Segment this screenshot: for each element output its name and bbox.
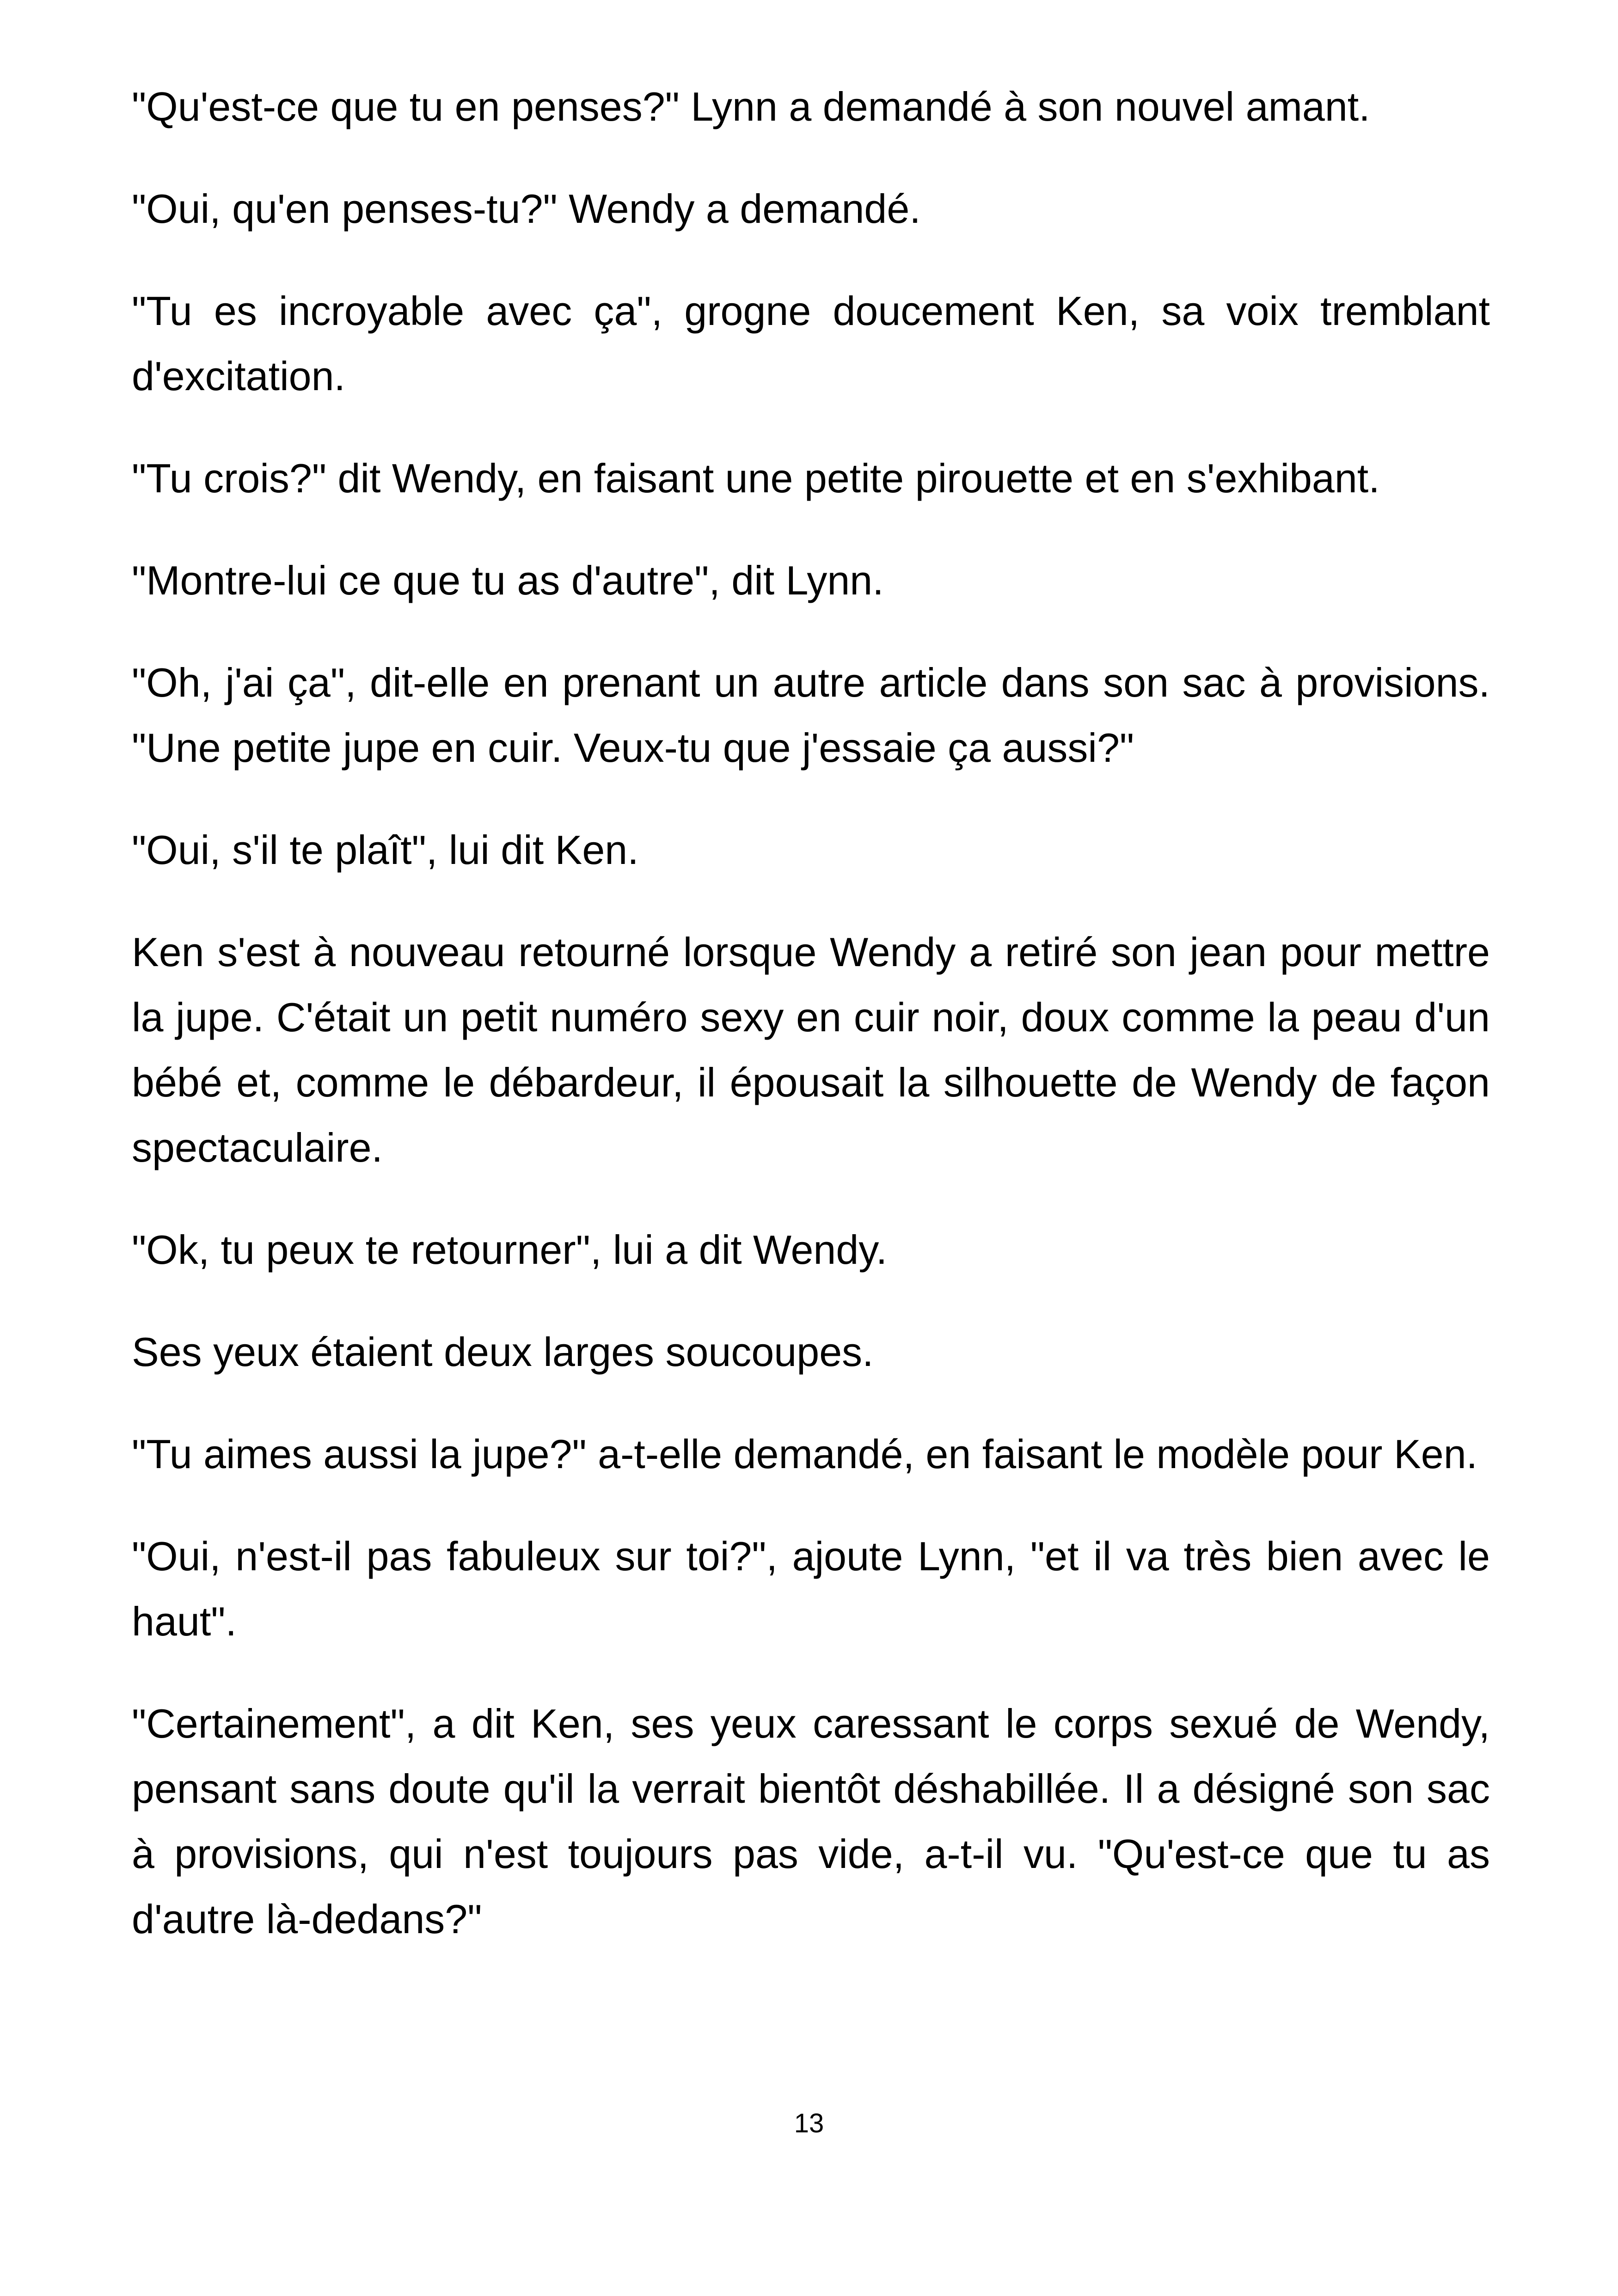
body-text — [132, 74, 1490, 1989]
paragraph: "Tu crois?" dit Wendy, en faisant une petite pirouette et en s'exhibant. — [132, 455, 1380, 501]
paragraph: "Qu'est-ce que tu en penses?" Lynn a demandé à son nouvel amant. — [132, 84, 1370, 129]
paragraph: "Oui, qu'en penses-tu?" Wendy a demandé. — [132, 186, 921, 232]
paragraph: "Tu aimes aussi la jupe?" a-t-elle demandé, en faisant le modèle pour Ken. — [132, 1431, 1478, 1477]
paragraph: Ses yeux étaient deux larges soucoupes. — [132, 1329, 874, 1375]
page-number: 13 — [794, 2108, 824, 2138]
paragraph: "Tu es incroyable avec ça", grogne doucement Ken, sa voix tremblant d'excitation. — [132, 288, 1490, 399]
paragraph: "Ok, tu peux te retourner", lui a dit Wendy. — [132, 1227, 888, 1273]
paragraph: "Oui, n'est-il pas fabuleux sur toi?", ajoute Lynn, "et il va très bien avec le haut". — [132, 1533, 1490, 1644]
paragraph: Ken s'est à nouveau retourné lorsque Wendy a retiré son jean pour mettre la jupe. C'était un petit numéro sexy en cuir noir, doux comme la peau d'un bébé et, comme le débardeur, il épousait la silhouette de Wendy de façon spectaculaire. — [132, 929, 1490, 1170]
paragraph: "Oh, j'ai ça", dit-elle en prenant un autre article dans son sac à provisions. "Une petite jupe en cuir. Veux-tu que j'essaie ça aussi?" — [132, 660, 1490, 771]
paragraph: "Certainement", a dit Ken, ses yeux caressant le corps sexué de Wendy, pensant sans doute qu'il la verrait bientôt déshabillée. Il a désigné son sac à provisions, qui n'est toujours pas vide, a-t-il vu. "Qu'est-ce que tu as d'autre là-dedans?" — [132, 1701, 1490, 1942]
paragraph: "Montre-lui ce que tu as d'autre", dit Lynn. — [132, 557, 884, 603]
paragraph: "Oui, s'il te plaît", lui dit Ken. — [132, 827, 639, 873]
